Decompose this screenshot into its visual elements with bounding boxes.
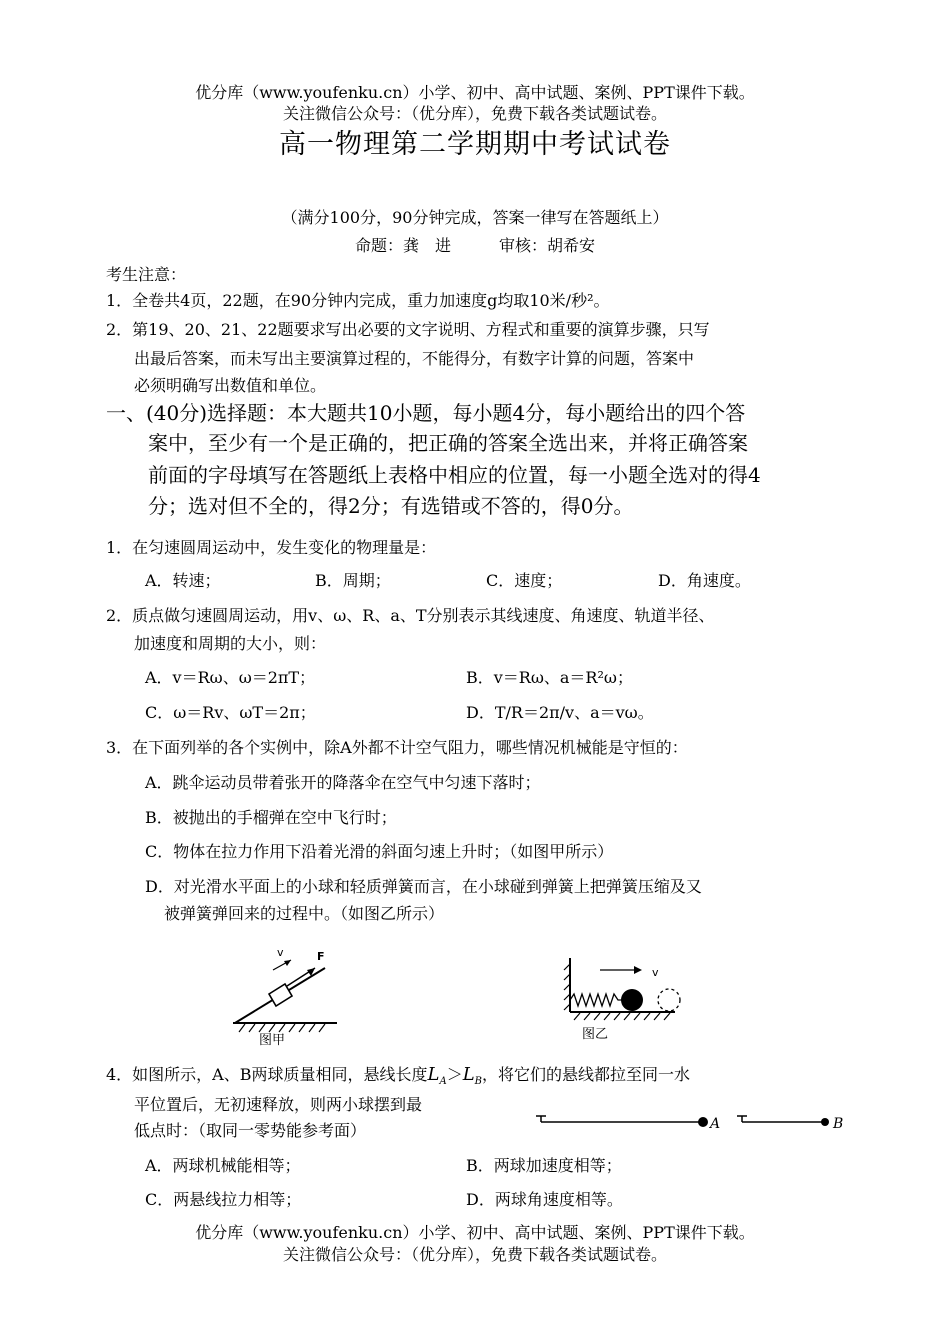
exam-authors: 命题：龚 进 审核：胡希安 — [354, 236, 595, 255]
q4-option-d: D．两球角速度相等。 — [466, 1190, 623, 1209]
q4-stem-line-2: 平位置后，无初速释放，则两小球摆到最 — [134, 1095, 423, 1114]
q3-option-a: A．跳伞运动员带着张开的降落伞在空气中匀速下落时； — [145, 773, 541, 792]
notice-item-1: 1．全卷共4页，22题，在90分钟内完成，重力加速度g均取10米/秒²。 — [106, 291, 610, 310]
q3-option-d: D．对光滑水平面上的小球和轻质弹簧而言，在小球碰到弹簧上把弹簧压缩及又 — [145, 877, 702, 896]
figure-q4-pendulums — [532, 1108, 852, 1138]
footer-line-2: 关注微信公众号：（优分库），免费下载各类试题试卷。 — [282, 1245, 667, 1264]
figure-yi-spring — [560, 950, 700, 1045]
q2-stem-line-1: 2．质点做匀速圆周运动，用v、ω、R、a、T分别表示其线速度、角速度、轨道半径、 — [106, 606, 715, 625]
q1-option-b: B．周期； — [315, 571, 391, 590]
ball-b — [821, 1118, 829, 1126]
q4-option-b: B．两球加速度相等； — [466, 1156, 622, 1175]
notice-item-2-line-3: 必须明确写出数值和单位。 — [134, 376, 327, 395]
q4-stem-part2: ，将它们的悬线都拉至同一水 — [482, 1065, 691, 1084]
q4-option-c: C．两悬线拉力相等； — [145, 1190, 302, 1209]
q3-option-c: C．物体在拉力作用下沿着光滑的斜面匀速上升时；（如图甲所示） — [145, 842, 614, 861]
q4-stem-part1: 4．如图所示，A、B两球质量相同，悬线长度 — [106, 1065, 428, 1084]
fig-jia-v-label: v — [277, 946, 284, 959]
q3-option-d-cont: 被弹簧弹回来的过程中。（如图乙所示） — [164, 904, 445, 923]
q2-option-d: D．T/R＝2π/v、a＝vω。 — [466, 703, 654, 722]
section1-line-4: 分；选对但不全的，得2分；有选错或不答的，得0分。 — [148, 494, 634, 518]
q4-gt: ＞ — [446, 1065, 463, 1084]
fig-jia-f-label: F — [317, 950, 325, 963]
q3-stem: 3．在下面列举的各个实例中，除A外都不计空气阻力，哪些情况机械能是守恒的： — [106, 738, 688, 757]
q4-lb: L — [462, 1064, 475, 1085]
exam-subtitle: （满分100分，90分钟完成，答案一律写在答题纸上） — [281, 208, 669, 227]
label-b: B — [833, 1116, 844, 1132]
section1-line-3: 前面的字母填写在答题纸上表格中相应的位置，每一小题全选对的得4 — [148, 463, 761, 487]
q4-option-a: A．两球机械能相等； — [145, 1156, 301, 1175]
notice-item-2-line-2: 出最后答案，而未写出主要演算过程的，不能得分，有数字计算的问题，答案中 — [134, 349, 695, 368]
fig-yi-caption: 图乙 — [582, 1027, 609, 1042]
q2-option-b: B．v＝Rω、a＝R²ω； — [466, 668, 633, 687]
label-a: A — [710, 1116, 721, 1132]
q4-stem-line-1 — [106, 1062, 690, 1087]
q4-stem-line-3: 低点时：（取同一零势能参考面） — [134, 1121, 367, 1140]
header-line-1: 优分库（www.youfenku.cn）小学、初中、高中试题、案例、PPT课件下载。 — [195, 83, 755, 102]
block-shape — [269, 984, 292, 1006]
q2-option-c: C．ω＝Rv、ωT＝2π； — [145, 703, 316, 722]
q3-option-b: B．被抛出的手榴弹在空中飞行时； — [145, 808, 397, 827]
ball-a — [698, 1117, 708, 1127]
ball-solid — [621, 989, 643, 1011]
q1-option-a: A．转速； — [145, 571, 221, 590]
figure-jia-incline — [225, 938, 345, 1048]
page-title: 高一物理第二学期期中考试试卷 — [279, 129, 671, 160]
q1-option-c: C．速度； — [486, 571, 563, 590]
notice-heading: 考生注意： — [106, 265, 187, 284]
q2-stem-line-2: 加速度和周期的大小，则： — [134, 634, 327, 653]
q4-lb-sub: B — [474, 1076, 483, 1088]
q4-la-sub: A — [439, 1076, 447, 1088]
fig-jia-caption: 图甲 — [259, 1033, 286, 1048]
ball-dashed — [658, 989, 680, 1011]
section1-line-1: 一、(40分)选择题：本大题共10小题，每小题4分，每小题给出的四个答 — [106, 401, 746, 425]
footer-line-1: 优分库（www.youfenku.cn）小学、初中、高中试题、案例、PPT课件下载。 — [195, 1223, 755, 1242]
q1-stem: 1．在匀速圆周运动中，发生变化的物理量是： — [106, 538, 437, 557]
q2-option-a: A．v＝Rω、ω＝2πT； — [145, 668, 316, 687]
header-line-2: 关注微信公众号：（优分库），免费下载各类试题试卷。 — [282, 104, 667, 123]
spring-coil — [570, 994, 622, 1006]
notice-item-2-line-1: 2．第19、20、21、22题要求写出必要的文字说明、方程式和重要的演算步骤，只写 — [106, 320, 710, 339]
q1-option-d: D．角速度。 — [658, 571, 751, 590]
section1-line-2: 案中，至少有一个是正确的，把正确的答案全选出来，并将正确答案 — [148, 431, 748, 455]
fig-yi-v-label: v — [652, 966, 659, 979]
q4-la: L — [427, 1064, 440, 1085]
